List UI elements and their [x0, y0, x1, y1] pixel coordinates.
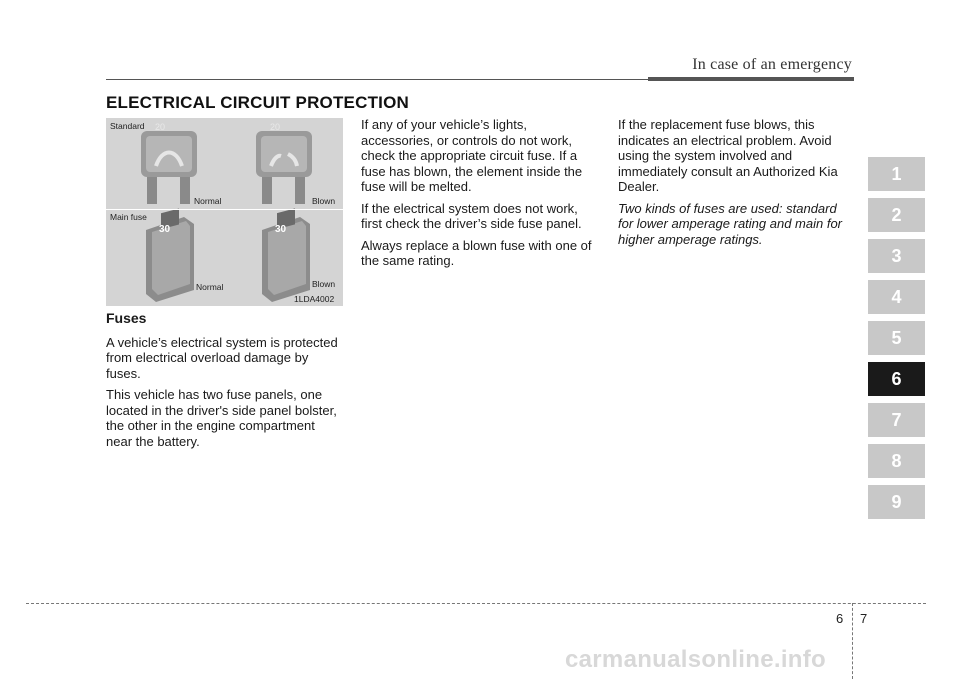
chapter-tab-3[interactable]: 3: [868, 239, 925, 273]
standard-fuse-label: Standard: [110, 121, 145, 131]
standard-normal-label: Normal: [194, 196, 222, 206]
chapter-tab-7[interactable]: 7: [868, 403, 925, 437]
main-normal-label: Normal: [196, 282, 224, 292]
fuses-paragraph-2: This vehicle has two fuse panels, one located in the driver's side panel bolster, the other in the engine compartment near the battery.: [106, 387, 337, 449]
page-chapter-number: 6: [836, 611, 844, 626]
chapter-tab-9[interactable]: 9: [868, 485, 925, 519]
fuse-types-note: Two kinds of fuses are used: standard for lower amperage rating and main for higher amperage ratings.: [618, 200, 843, 247]
chapter-tab-5[interactable]: 5: [868, 321, 925, 355]
main-rating-blown: 30: [275, 224, 287, 235]
page-number: 7: [860, 611, 868, 626]
standard-blown-label: Blown: [312, 196, 336, 206]
main-fuse-normal: [146, 208, 194, 302]
standard-fuse-blown: [256, 131, 312, 204]
column2-paragraph-3: Always replace a blown fuse with one of the same rating.: [361, 237, 592, 268]
figure-code: 1LDA4002: [294, 294, 335, 304]
standard-fuse-normal: [141, 131, 197, 204]
chapter-tabs: [868, 157, 925, 526]
column2-paragraph-1: If any of your vehicle’s lights, accessories, or controls do not work, check the appropriate circuit fuse. If a fuse has blown, the element inside the fuse will be melted.: [361, 117, 583, 194]
fuses-heading: Fuses: [106, 310, 147, 326]
chapter-tab-1[interactable]: 1: [868, 157, 925, 191]
footer-divider: [852, 603, 853, 679]
header-rule: [106, 79, 654, 80]
standard-rating-normal: 20: [155, 122, 166, 132]
chapter-tab-6-active[interactable]: 6: [868, 362, 925, 396]
section-title: ELECTRICAL CIRCUIT PROTECTION: [106, 93, 409, 112]
watermark: carmanualsonline.info: [565, 646, 827, 673]
figure-divider: [106, 209, 343, 210]
column2-paragraph-2: If the electrical system does not work, first check the driver’s side fuse panel.: [361, 200, 582, 231]
footer-rule: [26, 603, 926, 604]
main-rating-normal: 30: [159, 224, 171, 235]
chapter-tab-2[interactable]: 2: [868, 198, 925, 232]
standard-rating-blown: 20: [270, 122, 281, 132]
fuse-figure: [106, 118, 343, 306]
main-blown-label: Blown: [312, 279, 336, 289]
header-rule-accent: [648, 77, 854, 81]
fuses-paragraph-1: A vehicle’s electrical system is protected from electrical overload damage by fuses.: [106, 334, 338, 381]
chapter-tab-4[interactable]: 4: [868, 280, 925, 314]
fuses-section: [106, 311, 344, 455]
main-fuse-blown: [262, 208, 310, 302]
column-3: [618, 117, 854, 253]
column3-paragraph-1: If the replacement fuse blows, this indicates an electrical problem. Avoid using the system involved and immediately consult an Authorized Kia Dealer.: [618, 117, 838, 194]
running-header: In case of an emergency: [692, 56, 852, 73]
column-2: [361, 117, 599, 275]
main-fuse-label: Main fuse: [110, 212, 147, 222]
chapter-tab-8[interactable]: 8: [868, 444, 925, 478]
